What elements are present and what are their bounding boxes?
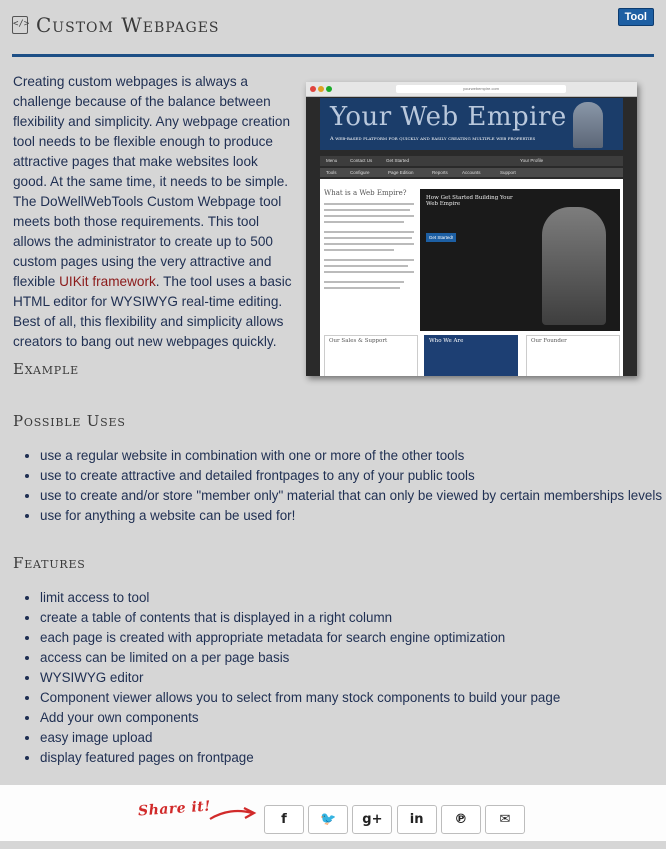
browser-chrome: [306, 82, 637, 97]
site-subnav: [320, 168, 623, 177]
arrow-right-icon: [208, 805, 258, 825]
founder-box-heading: Our Founder: [531, 338, 567, 344]
text-line: [324, 209, 410, 211]
site-banner: [320, 98, 623, 150]
envelope-icon: ✉: [499, 812, 511, 827]
features-heading: Features: [13, 554, 86, 572]
google-plus-icon: g+: [362, 812, 383, 827]
text-line: [324, 203, 414, 205]
text-line: [324, 259, 414, 261]
intro-paragraph: [13, 72, 295, 352]
page-header: [12, 12, 654, 57]
text-line: [324, 243, 414, 245]
example-heading: Example: [13, 360, 79, 378]
browser-url: yourwebempire.com: [396, 85, 566, 93]
nav-item: Menu: [326, 158, 338, 163]
founder-box: [526, 335, 620, 376]
features-item: • limit access to tool: [40, 588, 560, 608]
features-item: • Add your own components: [40, 708, 560, 728]
hero-panel: [420, 189, 620, 331]
tool-badge[interactable]: Tool: [618, 8, 654, 26]
facebook-icon: f: [281, 812, 287, 827]
uses-item: • use for anything a website can be used for!: [40, 506, 662, 526]
nav-item: Get Started: [386, 158, 410, 163]
uses-item: • use a regular website in combination with one or more of the other tools: [40, 446, 662, 466]
pinterest-icon: ℗: [454, 812, 468, 827]
site-content: [320, 179, 623, 376]
linkedin-share-button[interactable]: [397, 805, 437, 834]
page-title: Custom Webpages: [36, 13, 220, 37]
bust-image: [542, 207, 606, 325]
uikit-link[interactable]: UIKit framework: [59, 274, 156, 289]
text-line: [324, 215, 414, 217]
share-bar: [0, 785, 666, 841]
nav-item: Contact Us: [350, 158, 373, 163]
possible-uses-list: [22, 446, 662, 526]
text-line: [324, 265, 408, 267]
intro-text-end: . The tool uses a basic HTML editor for WYSIWYG real-time editing. Best of all, this flexibility and simplicity allows creators to bang out new webpages quickly.: [13, 274, 292, 349]
nav-item: Your Profile: [520, 158, 544, 163]
example-screenshot[interactable]: [306, 82, 637, 376]
subnav-item: Page Edition: [388, 170, 414, 175]
features-item: • easy image upload: [40, 728, 560, 748]
share-label: Share it!: [137, 798, 212, 820]
uses-item: • use to create attractive and detailed frontpages to any of your public tools: [40, 466, 662, 486]
statue-image: [573, 102, 603, 148]
pinterest-share-button[interactable]: [441, 805, 481, 834]
subnav-item: Accounts: [462, 170, 481, 175]
features-list: [22, 588, 560, 768]
code-file-icon: </>: [12, 16, 28, 34]
features-item: • display featured pages on frontpage: [40, 748, 560, 768]
intro-text: Creating custom webpages is always a challenge because of the balance between flexibility and simplicity. Any webpage creation tool needs to be flexible enough to produce attractive pages that make websites look good. At the same time, it needs to be simple. The DoWellWebTools Custom Webpage tool meets both those requirements. This tool allows the administrator to create up to 500 custom pages using the very attractive and flexible: [13, 74, 291, 289]
sales-box: [324, 335, 418, 376]
text-line: [324, 271, 414, 273]
subnav-item: Configure: [350, 170, 370, 175]
googleplus-share-button[interactable]: [352, 805, 392, 834]
features-item: • WYSIWYG editor: [40, 668, 560, 688]
site-tagline: A web-based platform for quickly and easily creating multiple web properties: [330, 136, 536, 142]
text-line: [324, 287, 400, 289]
uses-item: • use to create and/or store "member only" material that can only be viewed by certain memberships levels: [40, 486, 662, 506]
site-brand: Your Web Empire: [330, 102, 567, 132]
subnav-item: Tools: [326, 170, 337, 175]
twitter-share-button[interactable]: [308, 805, 348, 834]
features-item: • access can be limited on a per page basis: [40, 648, 560, 668]
minimize-dot-icon: [318, 86, 324, 92]
zoom-dot-icon: [326, 86, 332, 92]
text-line: [324, 249, 394, 251]
sales-box-heading: Our Sales & Support: [329, 338, 388, 344]
subnav-item: Support: [500, 170, 516, 175]
text-line: [324, 237, 412, 239]
features-item: • create a table of contents that is displayed in a right column: [40, 608, 560, 628]
who-box: [424, 335, 518, 376]
get-started-button: Get Started!: [426, 233, 456, 242]
email-share-button[interactable]: [485, 805, 525, 834]
hero-heading: How Get Started Building Your Web Empire: [426, 195, 513, 207]
close-dot-icon: [310, 86, 316, 92]
subnav-item: Reports: [432, 170, 448, 175]
twitter-icon: 🐦: [320, 812, 337, 827]
text-line: [324, 231, 414, 233]
who-box-heading: Who We Are: [429, 338, 464, 344]
linkedin-icon: in: [409, 812, 424, 827]
text-line: [324, 221, 404, 223]
possible-uses-heading: Possible Uses: [13, 412, 126, 430]
features-item: • Component viewer allows you to select from many stock components to build your page: [40, 688, 560, 708]
text-line: [324, 281, 404, 283]
facebook-share-button[interactable]: [264, 805, 304, 834]
features-item: • each page is created with appropriate metadata for search engine optimization: [40, 628, 560, 648]
site-nav: [320, 156, 623, 166]
content-heading: What is a Web Empire?: [324, 189, 407, 197]
